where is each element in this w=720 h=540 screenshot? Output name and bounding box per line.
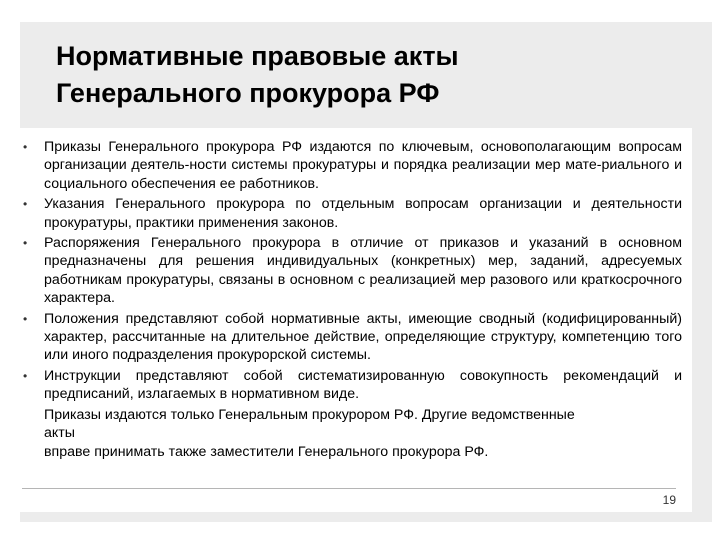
bullet-item-guidelines [22, 367, 682, 404]
slide-title-line-2: Генерального прокурора РФ [56, 78, 440, 108]
bullet-text: Распоряжения Генерального прокурора в отличие от приказов и указаний в основном предназначены для решения индивидуальных (конкретных) мер, заданий, адресуемых работникам прокуратуры, связаны в основном с реализацией мер разового или краткосрочного характера. [44, 235, 682, 307]
bullet-item-regulations [22, 310, 682, 365]
slide-title [56, 38, 676, 112]
bullet-icon: • [23, 368, 28, 383]
closing-note [22, 406, 604, 461]
bullet-icon: • [23, 140, 28, 154]
bullet-icon: • [23, 311, 28, 326]
right-frame-bar [692, 22, 712, 522]
bullet-item-orders [22, 138, 682, 193]
footer-divider [22, 488, 676, 489]
bullet-text: Приказы Генерального прокурора РФ издаются по ключевым, основополагающим вопросам организации деятель-ности системы прокуратуры и порядка реализации мер мате-риального и социального обеспечения ее работников. [44, 139, 682, 192]
bottom-frame-bar [20, 512, 712, 522]
bullet-item-instructions [22, 195, 682, 232]
bullet-text: Указания Генерального прокурора по отдельным вопросам организации и деятельности прокуратуры, практики применения законов. [44, 196, 682, 231]
bullet-text: Инструкции представляют собой систематизированную совокупность рекомендаций и предписаний, излагаемых в нормативном виде. [44, 367, 682, 403]
bullet-item-directives [22, 234, 682, 308]
bullet-text: Положения представляют собой нормативные акты, имеющие сводный (кодифицированный) характер, рассчитанные на длительное действие, определяющие структуру, компетенцию того или иного подразделения прокурорской системы. [44, 310, 682, 364]
page-number: 19 [662, 493, 676, 507]
bullet-icon: • [23, 197, 28, 212]
slide-title-line-1: Нормативные правовые акты [56, 41, 459, 71]
bullet-icon: • [23, 236, 28, 251]
closing-note-line-2: вправе принимать также заместители Генерального прокурора РФ. [44, 443, 489, 460]
closing-note-line-1: Приказы издаются только Генеральным прокурором РФ. Другие ведомственные акты [44, 406, 575, 442]
slide-body [22, 138, 682, 461]
